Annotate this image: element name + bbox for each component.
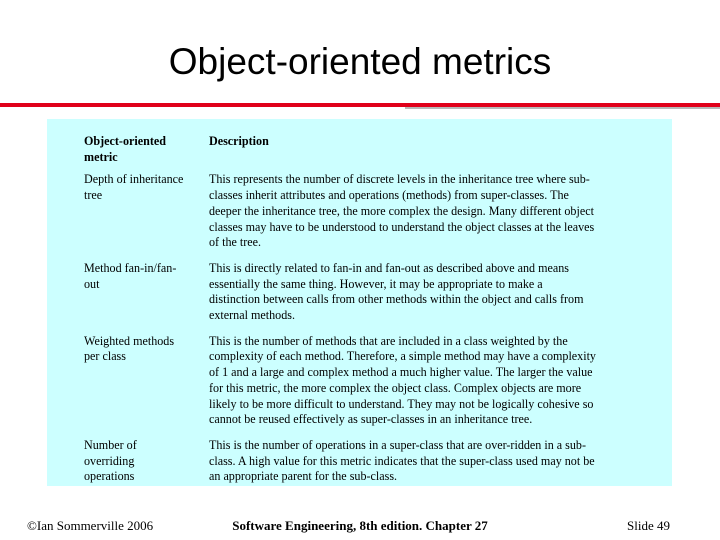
column-header-description: Description: [209, 134, 269, 148]
description-line: classes inherit attributes and operations (methods) from super-classes. The: [209, 188, 569, 203]
metric-description-cell: [209, 261, 639, 334]
table-header-row: [84, 134, 639, 172]
table-row: [84, 172, 639, 261]
description-line: distinction between calls from other methods within the object and calls from: [209, 292, 584, 307]
column-header-metric-line: metric: [84, 149, 118, 164]
table-row: [84, 334, 639, 438]
metric-name-line: Depth of inheritance: [84, 172, 184, 187]
description-line: essentially the same thing. However, it may be appropriate to make a: [209, 276, 543, 291]
description-line: class. A high value for this metric indicates that the super-class used may not be: [209, 453, 595, 468]
footer-slide-number: Slide 49: [627, 518, 670, 533]
page-title: Object-oriented metrics: [168, 41, 552, 82]
description-line: complexity of each method. Therefore, a simple method may have a complexity: [209, 349, 596, 364]
metric-name-line: operations: [84, 469, 135, 484]
metric-name-cell: [84, 261, 209, 334]
metric-description-cell: [209, 334, 639, 438]
footer-book-title: Software Engineering, 8th edition. Chapter 27: [232, 518, 488, 533]
metric-name-cell: [84, 334, 209, 438]
metric-description-cell: [209, 438, 639, 495]
metric-description-cell: [209, 172, 639, 261]
description-line: of 1 and a large and complex method a much higher value. The larger the value: [209, 365, 593, 380]
description-line: classes may have to be understood to understand the object classes at the leaves: [209, 219, 595, 234]
description-line: an appropriate parent for the sub-class.: [209, 469, 398, 484]
column-header-metric-line: Object-oriented: [84, 134, 166, 148]
description-line: for this metric, the more complex the object class. Complex objects are more: [209, 380, 582, 395]
metric-name-line: per class: [84, 349, 126, 364]
metric-name-line: Number of: [84, 437, 137, 452]
table-row: [84, 261, 639, 334]
title-divider-shadow: [405, 107, 720, 109]
metric-name-cell: [84, 172, 209, 261]
metric-name-line: Weighted methods: [84, 333, 175, 348]
description-line: This is the number of methods that are included in a class weighted by the: [209, 333, 568, 348]
description-line: likely to be more difficult to understand. They may not be logically cohesive so: [209, 396, 594, 411]
metric-name-line: Method fan-in/fan-: [84, 260, 177, 275]
description-line: This is the number of operations in a super-class that are over-ridden in a sub-: [209, 437, 586, 452]
table-row: [84, 438, 639, 495]
column-header-metric: [84, 134, 209, 172]
metric-name-line: overriding: [84, 453, 135, 468]
description-line: This represents the number of discrete levels in the inheritance tree where sub-: [209, 172, 590, 187]
description-line: deeper the inheritance tree, the more complex the design. Many different object: [209, 203, 594, 218]
description-line: external methods.: [209, 308, 295, 323]
description-line: This is directly related to fan-in and fan-out as described above and means: [209, 260, 569, 275]
metrics-table: [84, 134, 639, 495]
metric-name-cell: [84, 438, 209, 495]
title-divider: [0, 103, 720, 110]
footer-copyright: ©Ian Sommerville 2006: [27, 518, 154, 533]
description-line: cannot be reused effectively as super-classes in an inheritance tree.: [209, 412, 533, 427]
description-line: of the tree.: [209, 235, 262, 250]
metric-name-line: out: [84, 276, 100, 291]
metric-name-line: tree: [84, 188, 103, 203]
